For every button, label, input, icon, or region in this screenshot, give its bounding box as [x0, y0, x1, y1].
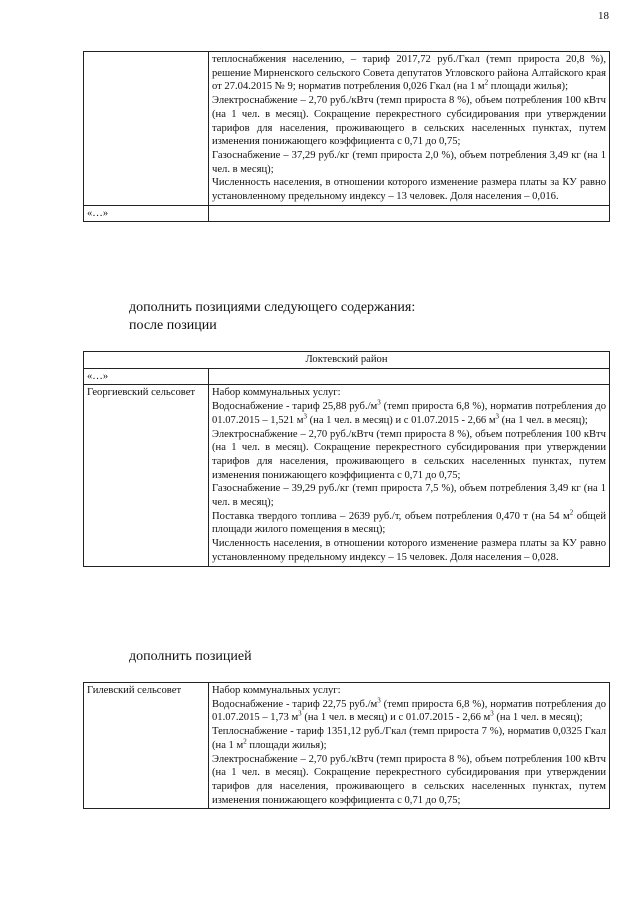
services-cell: [209, 385, 610, 566]
water-paragraph: Водоснабжение - тариф 22,75 $руб./м^3$ (темп прироста 6,8 %), норматив потребления до 01.07.2015 – 1,73 $м^3$ (на 1 чел. в месяц) и с 01.07.2015 - 2,66 $м^3$ (на 1 чел. в месяц);: [212, 696, 606, 724]
heating-paragraph: Теплоснабжение - тариф 1351,12 руб./Гкал (темп прироста 7 %), норматив 0,0325 Гкал (на 1 $м^2$ площади жилья);: [212, 726, 606, 751]
table-gilevsky: [83, 682, 610, 809]
population-paragraph: Численность населения, в отношении которого изменение размера платы за КУ равно установленному предельному индексу – 15 человек. Доля населения – 0,028.: [212, 538, 606, 563]
table-header-row: [84, 352, 610, 369]
page-number: 18: [598, 10, 609, 22]
instruction-text-2: дополнить позицией: [129, 649, 252, 664]
table-row: [84, 52, 610, 206]
table-continuation: [83, 51, 610, 222]
population-paragraph: Численность населения, в отношении которого изменение размера платы за КУ равно установленному предельному индексу – 13 человек. Доля населения – 0,016.: [212, 177, 606, 203]
intro-paragraph: Набор коммунальных услуг:: [212, 387, 341, 399]
table-row: [84, 368, 610, 385]
table-row: [84, 385, 610, 566]
district-header: Локтевский район: [84, 352, 610, 369]
electricity-paragraph: Электроснабжение – 2,70 руб./кВтч (темп прироста 8 %), объем потребления 100 кВтч (на 1 чел. в месяц). Сокращение перекрестного субсидирования при утверждении тарифов для населения, проживающего в сельских населенных пунктах, путем изменения понижающего коэффициента с 0,71 до 0,75;: [212, 428, 606, 481]
instruction-text: дополнить позициями следующего содержания: после позиции: [129, 300, 416, 333]
services-cell: [209, 52, 610, 206]
settlement-cell: Гилевский сельсовет: [84, 683, 209, 809]
heating-paragraph: теплоснабжения населению, – тариф 2017,72 руб./Гкал (темп прироста 20,8 %), решение Мирненского сельского Совета депутатов Угловского района Алтайского края от 27.04.2015 № 9; норматив потребления 0,026 Гкал (на 1 $м^2$ площади жилья);: [212, 54, 606, 93]
ellipsis-cell: «…»: [84, 205, 209, 222]
table-loktevsky: [83, 351, 610, 567]
settlement-cell: Георгиевский сельсовет: [84, 385, 209, 566]
services-cell: [209, 683, 610, 809]
table-row: [84, 683, 610, 809]
settlement-cell: [84, 52, 209, 206]
water-paragraph: Водоснабжение - тариф 25,88 $руб./м^3$ (темп прироста 6,8 %), норматив потребления до 01.07.2015 – 1,521 $м^3$ (на 1 чел. в месяц) и с 01.07.2015 - 2,66 $м^3$ (на 1 чел. в месяц);: [212, 398, 606, 426]
empty-cell: [209, 205, 610, 222]
intro-paragraph: Набор коммунальных услуг:: [212, 685, 341, 696]
electricity-paragraph: Электроснабжение – 2,70 руб./кВтч (темп прироста 8 %), объем потребления 100 кВтч (на 1 чел. в месяц). Сокращение перекрестного субсидирования при утверждении тарифов для населения, проживающего в сельских населенных пунктах, путем изменения понижающего коэффициента с 0,71 до 0,75;: [212, 753, 606, 806]
gas-paragraph: Газоснабжение – 37,29 руб./кг (темп прироста 2,0 %), объем потребления 3,49 кг (на 1 чел. в месяц);: [212, 149, 606, 175]
ellipsis-cell: «…»: [84, 368, 209, 385]
fuel-paragraph: Поставка твердого топлива – 2639 руб./т, объем потребления 0,470 т (на 54 $м^2$ общей площади жилого помещения в месяц);: [212, 508, 606, 536]
electricity-paragraph: Электроснабжение – 2,70 руб./кВтч (темп прироста 8 %), объем потребления 100 кВтч (на 1 чел. в месяц). Сокращение перекрестного субсидирования при утверждении тарифов для населения, проживающего в сельских населенных пунктах, путем изменения понижающего коэффициента с 0,71 до 0,75;: [212, 95, 606, 148]
empty-cell: [209, 368, 610, 385]
table-row: [84, 205, 610, 222]
gas-paragraph: Газоснабжение – 39,29 руб./кг (темп прироста 7,5 %), объем потребления 3,49 кг (на 1 чел. в месяц);: [212, 483, 606, 509]
